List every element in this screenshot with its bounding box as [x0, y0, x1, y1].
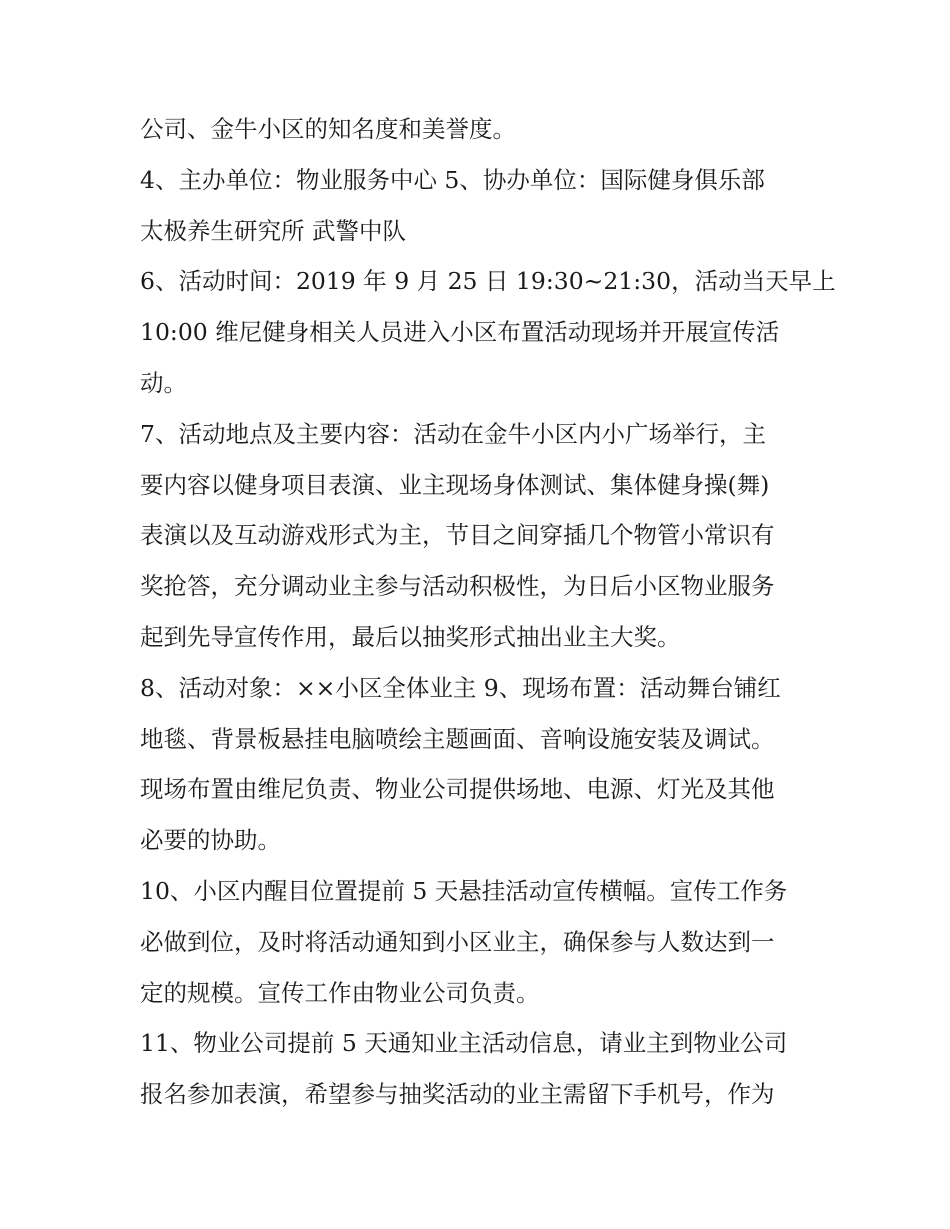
text-line: 报名参加表演，希望参与抽奖活动的业主需留下手机号，作为	[140, 1080, 775, 1109]
text-line: 10:00 维尼健身相关人员进入小区布置活动现场并开展宣传活	[140, 318, 780, 347]
text-line: 8、活动对象：××小区全体业主 9、现场布置：活动舞台铺红	[140, 673, 781, 702]
text-line: 起到先导宣传作用，最后以抽奖形式抽出业主大奖。	[140, 622, 681, 651]
paragraph-publicity	[140, 866, 816, 1018]
text-line: 表演以及互动游戏形式为主，节目之间穿插几个物管小常识有	[140, 521, 775, 550]
text-line: 公司、金牛小区的知名度和美誉度。	[140, 115, 516, 143]
text-line: 10、小区内醒目位置提前 5 天悬挂活动宣传横幅。宣传工作务	[140, 876, 788, 905]
paragraph-notification	[140, 1018, 816, 1120]
text-line: 地毯、背景板悬挂电脑喷绘主题画面、音响设施安装及调试。	[140, 724, 775, 753]
text-line: 定的规模。宣传工作由物业公司负责。	[140, 978, 540, 1007]
paragraph-organizers	[140, 155, 816, 257]
text-line: 太极养生研究所 武警中队	[140, 216, 406, 245]
text-line: 6、活动时间：2019 年 9 月 25 日 19:30~21:30，活动当天早上	[140, 267, 836, 296]
text-line: 必做到位，及时将活动通知到小区业主，确保参与人数达到一	[140, 927, 775, 956]
text-line: 4、主办单位：物业服务中心 5、协办单位：国际健身俱乐部	[140, 165, 765, 194]
text-line: 11、物业公司提前 5 天通知业主活动信息，请业主到物业公司	[140, 1029, 788, 1058]
document-body	[140, 104, 836, 1120]
text-line: 要内容以健身项目表演、业主现场身体测试、集体健身操(舞)	[140, 470, 770, 499]
text-line: 动。	[140, 368, 187, 397]
text-line: 7、活动地点及主要内容：活动在金牛小区内小广场举行，主	[140, 419, 766, 448]
paragraph-intro-end	[140, 104, 816, 155]
paragraph-activity-time	[140, 256, 836, 408]
text-line: 奖抢答，充分调动业主参与活动积极性，为日后小区物业服务	[140, 572, 775, 601]
paragraph-audience-setup	[140, 663, 816, 866]
paragraph-location-content	[140, 409, 816, 663]
text-line: 必要的协助。	[140, 826, 281, 855]
text-line: 现场布置由维尼负责、物业公司提供场地、电源、灯光及其他	[140, 775, 775, 804]
